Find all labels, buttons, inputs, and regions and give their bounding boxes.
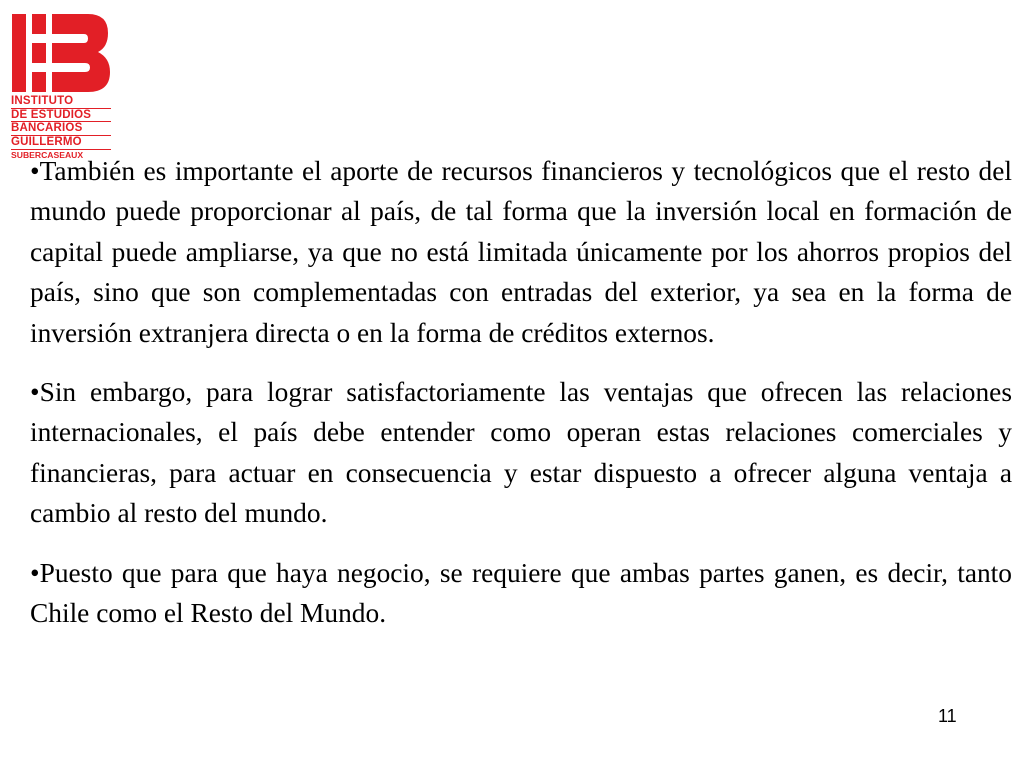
bullet-paragraph-2: •Sin embargo, para lograr satisfactoriamente las ventajas que ofrecen las relaciones internacionales, el país debe entender como operan estas relaciones comerciales y financieras, para actuar en consecuencia y estar dispuesto a ofrecer alguna ventaja a cambio al resto del mundo. [30,377,1012,529]
page-number: 11 [938,706,957,726]
slide-body [30,151,1012,652]
ieb-logo-mark-icon [12,14,110,92]
institute-logo [8,10,112,160]
bullet-paragraph-3: •Puesto que para que haya negocio, se requiere que ambas partes ganen, es decir, tanto Chile como el Resto del Mundo. [30,557,1012,629]
logo-line-5: SUBERCASEAUX [11,149,111,160]
logo-line-1: INSTITUTO [11,95,74,107]
logo-line-2: DE ESTUDIOS [11,108,111,122]
logo-line-3: BANCARIOS [11,121,111,135]
bullet-paragraph-1: •También es importante el aporte de recursos financieros y tecnológicos que el resto del mundo puede proporcionar al país, de tal forma que la inversión local en formación de capital puede ampliarse, ya que no está limitada únicamente por los ahorros propios del país, sino que son complementadas con entradas del exterior, ya sea en la forma de inversión extranjera directa o en la forma de créditos externos. [30,156,1012,348]
logo-line-4: GUILLERMO [11,135,111,149]
